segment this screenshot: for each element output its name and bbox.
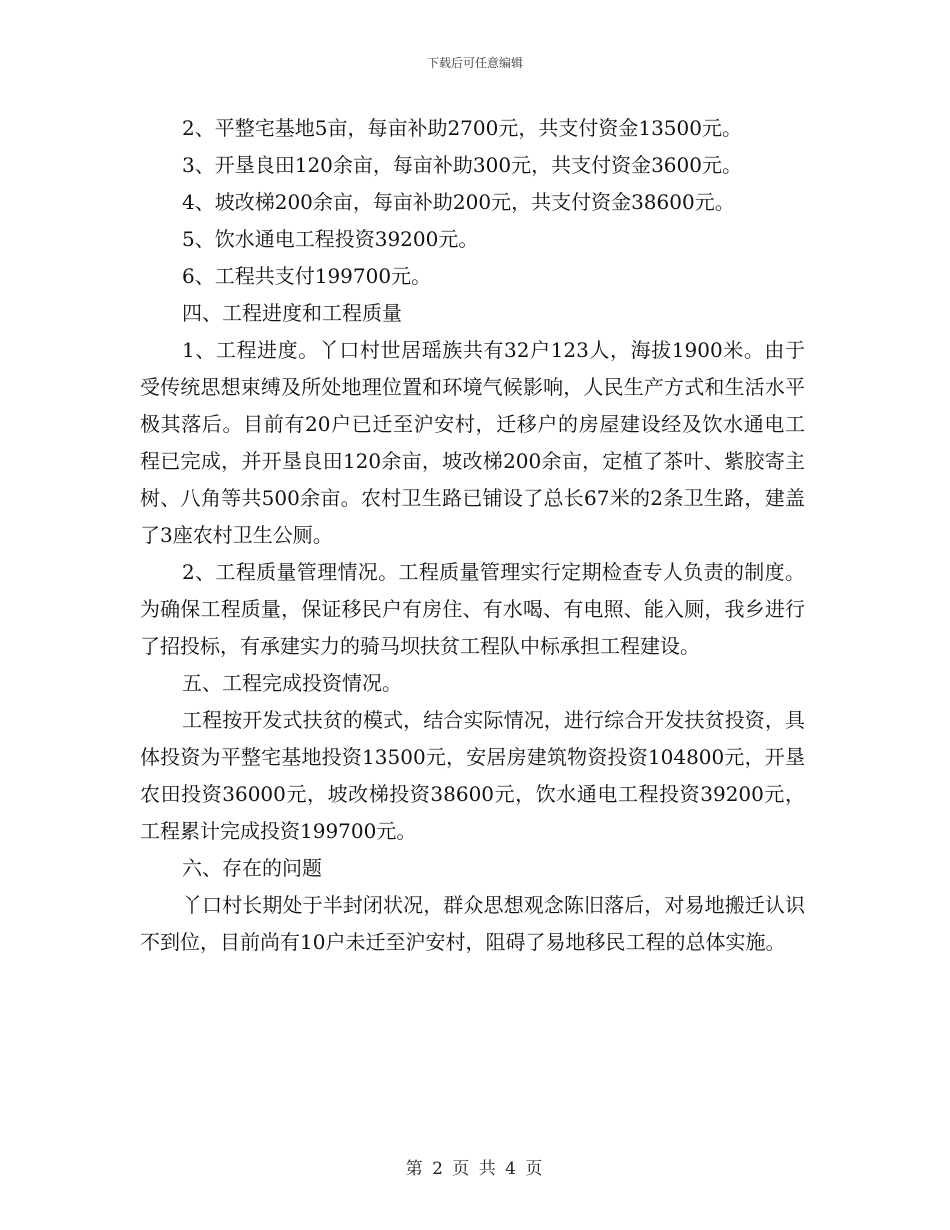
paragraph-quality: 2、工程质量管理情况。工程质量管理实行定期检查专人负责的制度。为确保工程质量，保证移民户有房住、有水喝、有电照、能入厕，我乡进行了招投标，有承建实力的骑马坝扶贫工程队中标承担工程建设。: [140, 560, 805, 658]
section-heading-5: 五、工程完成投资情况。: [182, 671, 402, 695]
paragraph-item-5: 5、饮水通电工程投资39200元。: [182, 227, 479, 251]
paragraph-investment: 工程按开发式扶贫的模式，结合实际情况，进行综合开发扶贫投资，具体投资为平整宅基地投资13500元，安居房建筑物资投资104800元，开垦农田投资36000元，坡改梯投资38600元，饮水通电工程投资39200元，工程累计完成投资199700元。: [140, 708, 805, 843]
paragraph-item-3: 3、开垦良田120余亩，每亩补助300元，共支付资金3600元。: [182, 153, 742, 177]
paragraph-problems: 丫口村长期处于半封闭状况，群众思想观念陈旧落后，对易地搬迁认识不到位，目前尚有10户未迁至沪安村，阻碍了易地移民工程的总体实施。: [140, 893, 805, 954]
paragraph-item-4: 4、坡改梯200余亩，每亩补助200元，共支付资金38600元。: [182, 190, 735, 214]
paragraph-progress: 1、工程进度。丫口村世居瑶族共有32户123人，海拔1900米。由于受传统思想束缚及所处地理位置和环境气候影响，人民生产方式和生活水平极其落后。目前有20户已迁至沪安村，迁移户的房屋建设经及饮水通电工程已完成，并开垦良田120余亩，坡改梯200余亩，定植了茶叶、紫胶寄主树、八角等共500余亩。农村卫生路已铺设了总长67米的2条卫生路，建盖了3座农村卫生公厕。: [140, 338, 805, 547]
section-heading-6: 六、存在的问题: [182, 856, 322, 880]
paragraph-item-2: 2、平整宅基地5亩，每亩补助2700元，共支付资金13500元。: [182, 116, 742, 140]
page-number-footer: 第 2 页 共 4 页: [405, 1159, 545, 1179]
section-heading-4: 四、工程进度和工程质量: [182, 301, 402, 325]
document-body: [140, 110, 805, 961]
page-header: 下载后可任意编辑: [426, 56, 523, 70]
paragraph-item-6: 6、工程共支付199700元。: [182, 264, 432, 288]
